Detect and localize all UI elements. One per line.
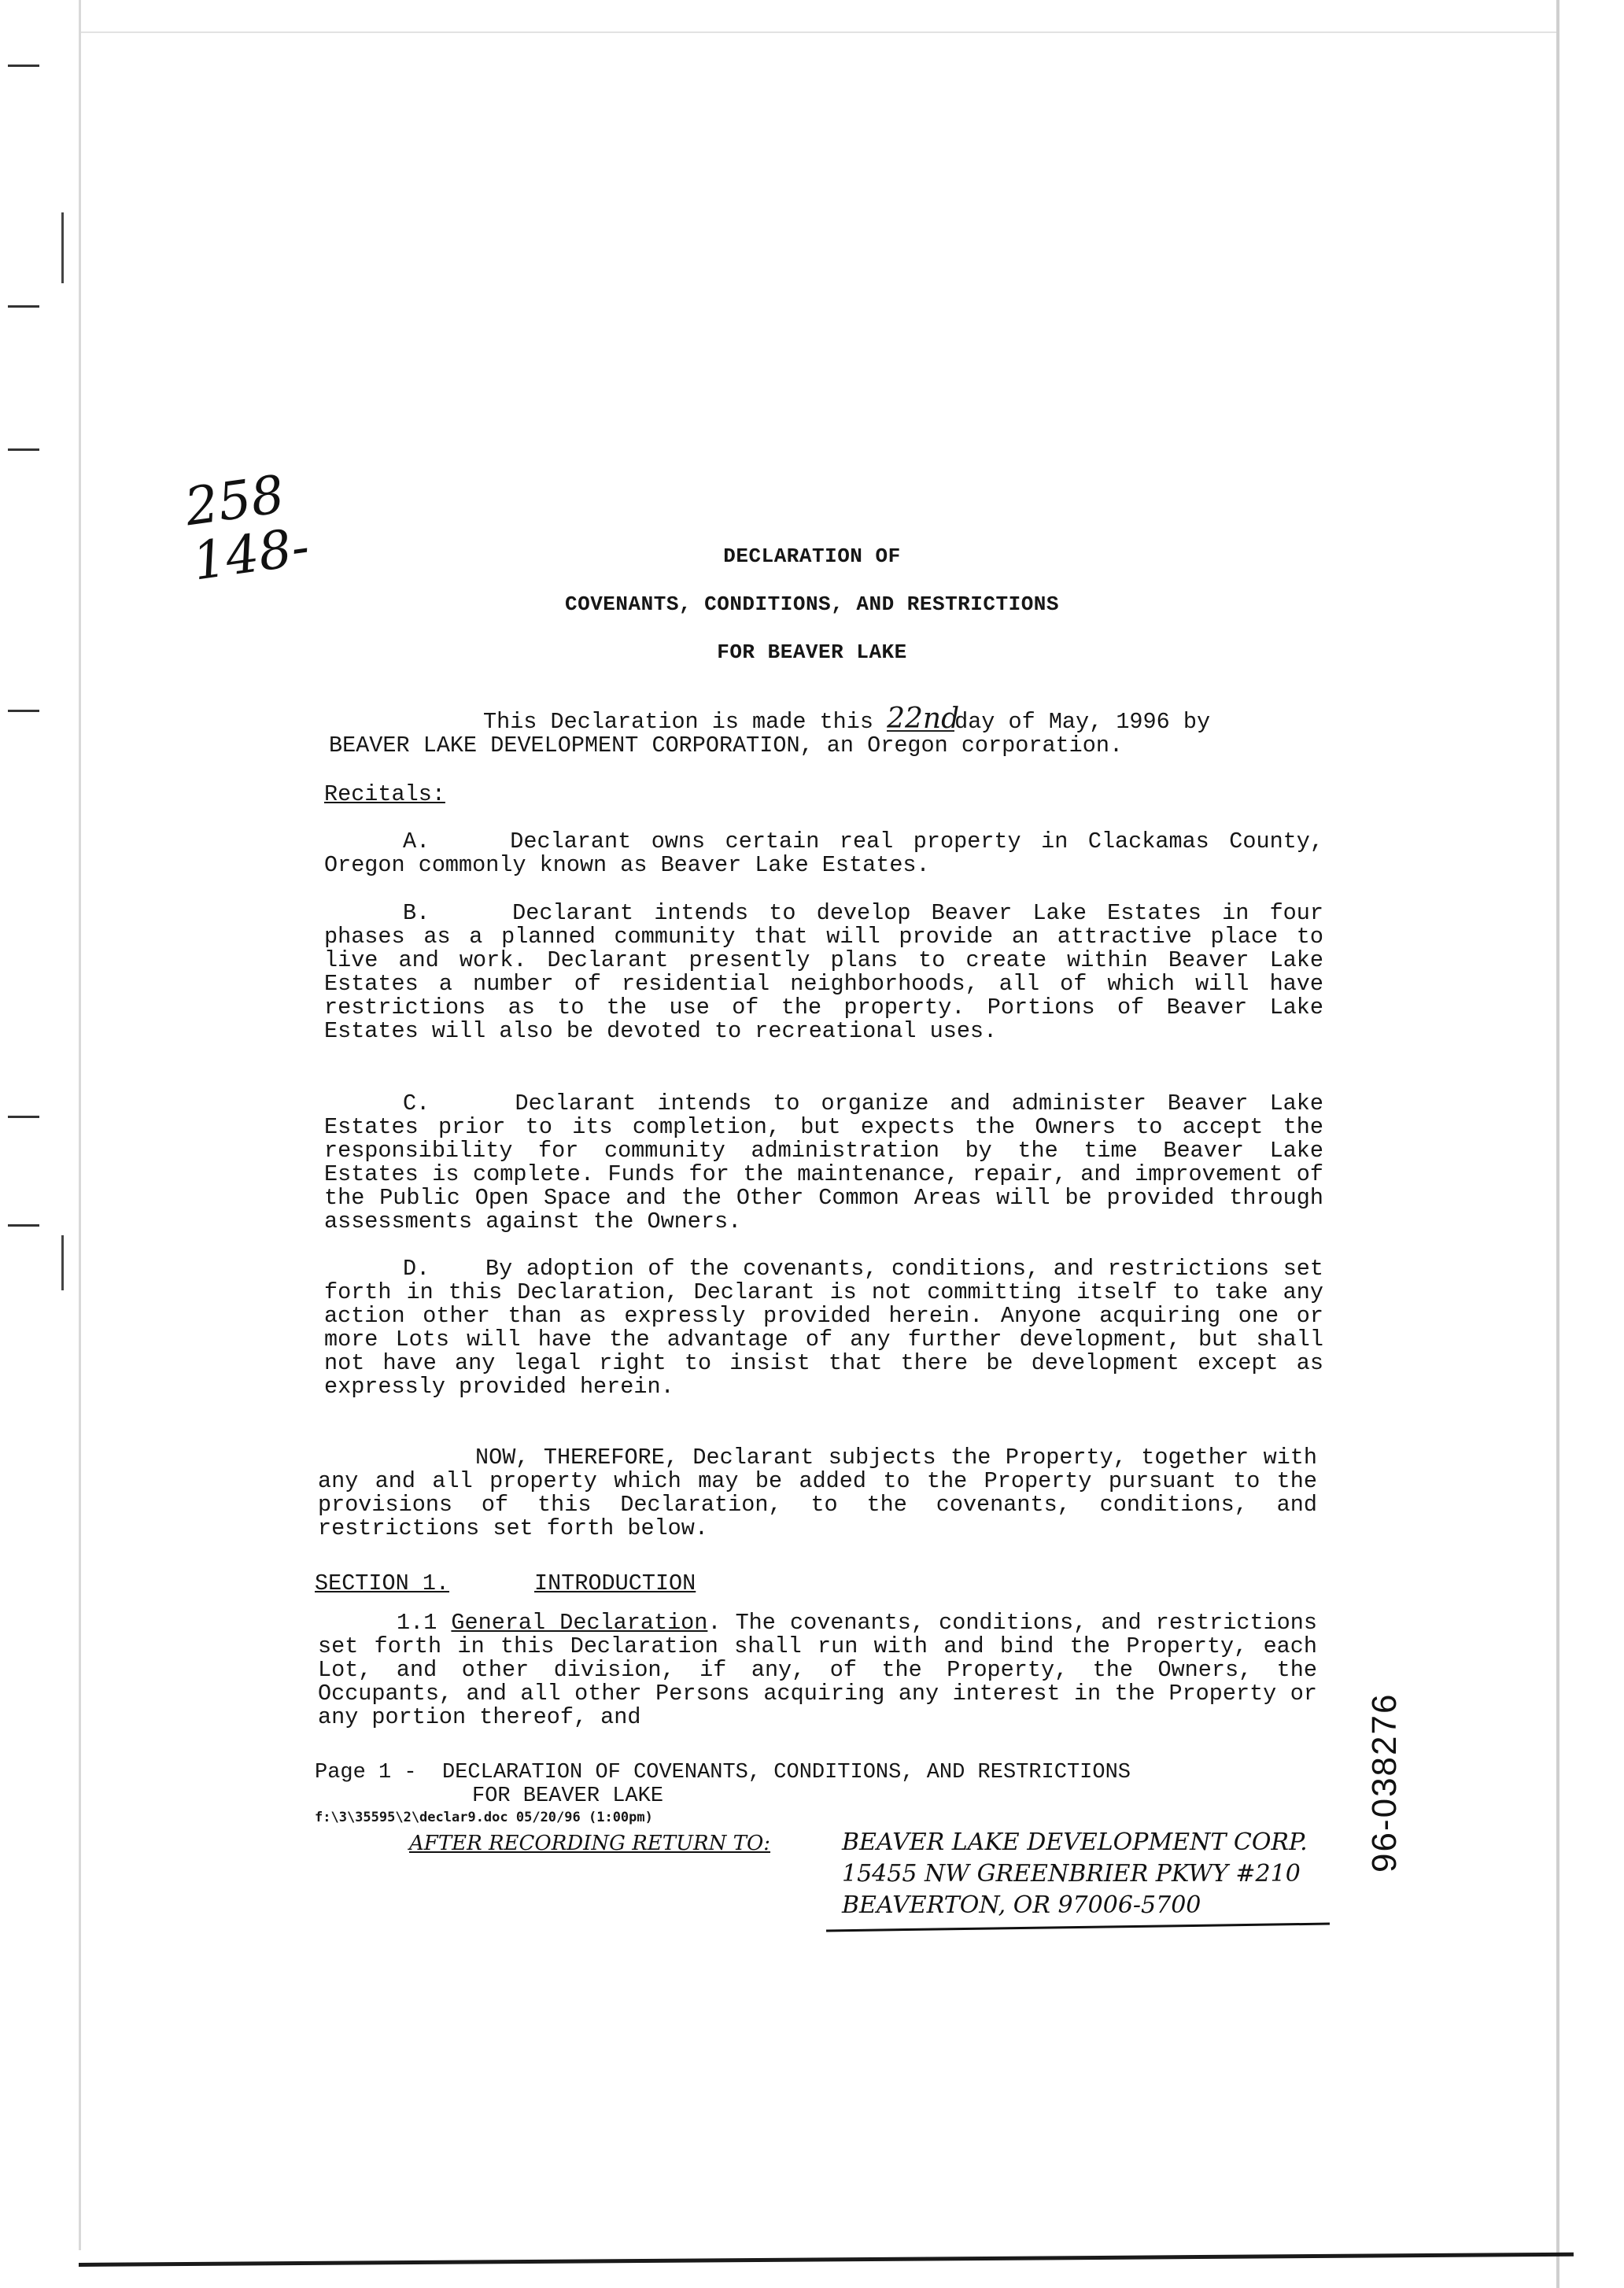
file-path: f:\3\35595\2\declar9.doc 05/20/96 (1:00pm) (315, 1810, 653, 1825)
scan-edge-right (1556, 0, 1559, 2288)
footer-line-1: Page 1 - DECLARATION OF COVENANTS, CONDITIONS, AND RESTRICTIONS (315, 1761, 1131, 1784)
opening-paragraph (329, 703, 1325, 758)
recital-b (324, 902, 1323, 1043)
recital-label: B. (403, 900, 430, 926)
section-name: INTRODUCTION (534, 1570, 696, 1596)
recital-c (324, 1092, 1323, 1234)
recitals-heading: Recitals: (324, 781, 445, 807)
recital-label: C. (403, 1090, 430, 1116)
margin-tick (8, 710, 39, 712)
opening-line-2: BEAVER LAKE DEVELOPMENT CORPORATION, an Oregon corporation. (329, 733, 1124, 758)
margin-tick (8, 1116, 39, 1118)
recital-label: A. (403, 828, 430, 854)
title-line-3: FOR BEAVER LAKE (717, 640, 907, 664)
return-address-line-3: BEAVERTON, OR 97006-5700 (842, 1891, 1201, 1919)
recital-label: D. (403, 1256, 430, 1282)
margin-mark (61, 1235, 64, 1290)
now-therefore-paragraph (318, 1446, 1317, 1541)
after-recording-note: AFTER RECORDING RETURN TO: (409, 1832, 771, 1855)
opening-before-day: This Declaration is made this (483, 709, 873, 735)
title-line-1: DECLARATION OF (723, 544, 901, 568)
return-address-line-2: 15455 NW GREENBRIER PKWY #210 (842, 1860, 1301, 1888)
opening-after-day: day of May, 1996 by (954, 709, 1211, 735)
document-number: 96-038276 (1365, 1692, 1404, 1873)
scan-edge-bottom (79, 2253, 1574, 2267)
margin-mark (61, 212, 64, 283)
subsection-text: . The covenants, conditions, and restrictions set forth in this Declaration shall run with and bind the Property, each Lot, and other division, if any, of the Property, the Owners, the Occupants, and all other Persons acquiring any interest in the Property or any portion thereof, and (318, 1610, 1317, 1730)
section-heading (315, 1570, 696, 1596)
subsection-heading: General Declaration (451, 1610, 708, 1636)
recital-text: By adoption of the covenants, conditions, and restrictions set forth in this Declaration, Declarant is not committing itself to take any action other than as expressly provided herein. Anyone acquiring one or more Lots will have the advantage of any further development, but shall not have any legal right to insist that there be development except as expressly provided herein. (324, 1256, 1323, 1400)
margin-tick (8, 65, 39, 67)
now-therefore-text: NOW, THEREFORE, Declarant subjects the Property, together with any and all property which may be added to the Property pursuant to the provisions of this Declaration, to the covenants, conditions, and restrictions set forth below. (318, 1445, 1317, 1541)
margin-tick (8, 305, 39, 308)
handwritten-day: 22nd (887, 703, 960, 735)
recital-text: Declarant intends to develop Beaver Lake Estates in four phases as a planned community that will provide an attractive place to live and work. Declarant presently plans to create within Beaver Lake Estates a number of residential neighborhoods, all of which will have restrictions as to the use of the property. Portions of Beaver Lake Estates will also be devoted to recreational uses. (324, 900, 1323, 1044)
scan-edge-top (79, 31, 1558, 33)
recital-d (324, 1257, 1323, 1399)
title-line-2: COVENANTS, CONDITIONS, AND RESTRICTIONS (565, 592, 1059, 616)
footer-line-2: FOR BEAVER LAKE (472, 1784, 664, 1808)
section-number: SECTION 1. (315, 1570, 450, 1596)
margin-tick (8, 1224, 39, 1227)
subsection-1-1 (318, 1611, 1317, 1729)
margin-tick (8, 448, 39, 451)
margin-handwritten-note: 258 148- (181, 463, 313, 592)
address-underline (826, 1923, 1330, 1932)
subsection-number: 1.1 (397, 1610, 437, 1636)
recital-a (324, 830, 1323, 877)
scan-edge-left (79, 0, 81, 2250)
recital-text: Declarant owns certain real property in Clackamas County, Oregon commonly known as Beaver Lake Estates. (324, 828, 1324, 878)
return-address-line-1: BEAVER LAKE DEVELOPMENT CORP. (842, 1829, 1308, 1856)
opening-line-1 (329, 703, 1325, 735)
recital-text: Declarant intends to organize and administer Beaver Lake Estates prior to its completion, but expects the Owners to accept the responsibility for community administration by the time Beaver Lake Estates is complete. Funds for the maintenance, repair, and improvement of the Public Open Space and the Other Common Areas will be provided through assessments against the Owners. (324, 1090, 1323, 1234)
page-footer (315, 1761, 1131, 1808)
